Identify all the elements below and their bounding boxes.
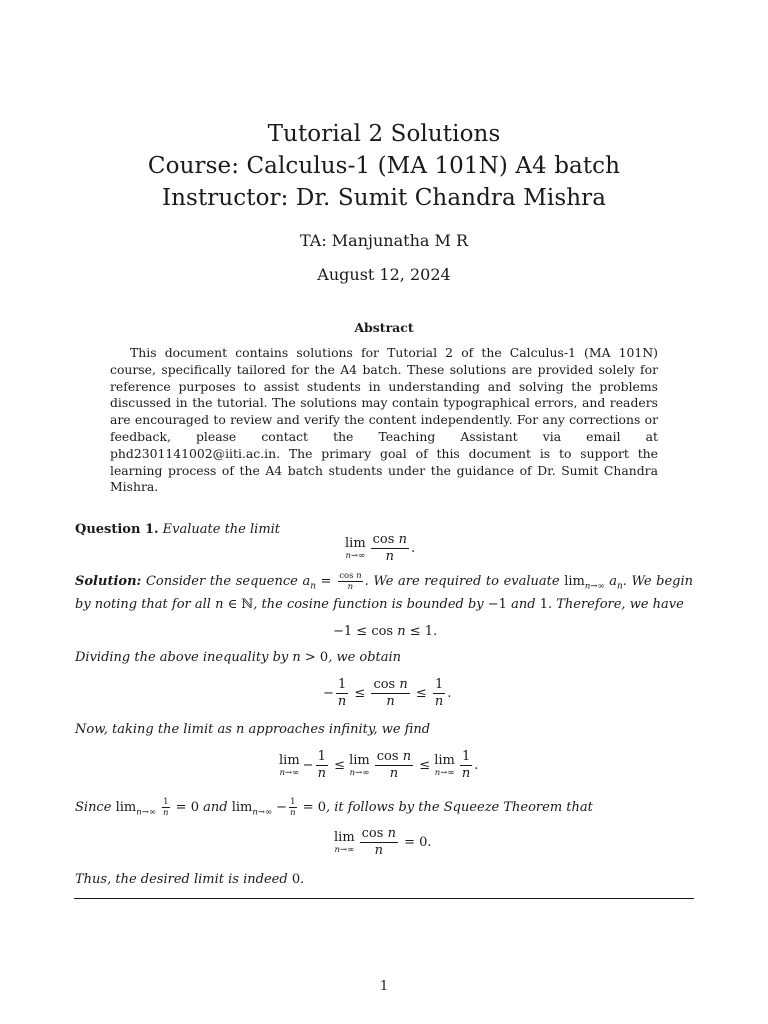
abstract-heading: Abstract [354,320,414,335]
since-text: Since [75,800,112,815]
equation-limit-display: lim n→∞ $\frac{\text{cos n}}{n}$ . [345,532,416,564]
divide-sentence: Dividing the above inequality by n > 0, we obtain [75,650,402,665]
section-divider [74,898,694,899]
question-1-heading [75,522,280,537]
equation-divided-bound: − $\frac{1}{n}$ ≤ $\frac{\text{cos n}}{n}$ ≤ $\frac{1}{n}$ . [323,677,452,709]
ta-name: TA: Manjunatha M R [299,231,469,250]
solution-text: We are required to evaluate [373,574,560,589]
squeeze-sentence: Since $\lim_{n\to\infty}$ $\frac{1}{n}$ = 0 and $\lim_{n\to\infty}$ − $\frac{1}{n}$ = 0, it follows by the Squeeze Theorem that [75,797,593,818]
limit-sentence: Now, taking the limit as n approaches infinity, we find [75,722,431,737]
solution-text: Consider the sequence [145,574,298,589]
question-prompt: Evaluate the limit [162,522,281,537]
divide-text: Dividing the above inequality by [75,650,289,665]
since-text: , it follows by the Squeeze Theorem that [326,800,593,815]
equation-final-limit: lim n→∞ $\frac{\text{cos n}}{n}$ = 0. [334,826,432,858]
abstract-body: This document contains solutions for Tutorial 2 of the Calculus-1 (MA 101N) course, specifically tailored for the A4 batch. These solutions are provided solely for reference purposes to assist students in understanding and solving the problems discussed in the tutorial. The solutions may contain typographical errors, and readers are encouraged to review and verify the content independently. For any corrections or feedback, please contact the Teaching Assistant via email at phd2301141002@iiti.ac.in. The primary goal of this document is to support the learning process of the A4 batch students under the guidance of Dr. Sumit Chandra Mishra. [110,345,658,495]
course-line: Course: Calculus-1 (MA 101N) A4 batch [147,153,621,179]
limit-text: approaches infinity, we find [248,722,431,737]
solution-paragraph: Solution: Consider the sequence $a_n$ = $\frac{\text{cos n}}{n}$ . We are required to evaluate $\lim_{n\to\infty} a_n$. We begin by noting that for all n ∈ ℕ, the cosine function is bounded by −1 and 1. Therefore, we have [75,571,694,612]
divide-text: , we obtain [328,650,402,665]
solution-text: . Therefore, we have [547,596,684,612]
title-line: Tutorial 2 Solutions [267,121,501,147]
instructor-line: Instructor: Dr. Sumit Chandra Mishra [161,185,607,211]
equation-bound: −1 ≤ cos n ≤ 1. [333,624,438,639]
page-number: 1 [379,979,389,994]
solution-text: and [511,596,536,612]
conclusion-sentence [75,872,304,887]
equation-limit-bounds: lim n→∞ − $\frac{1}{n}$ ≤ lim n→∞ $\frac{\text{cos n}}{n}$ ≤ lim n→∞ $\frac{1}{n}$ . [279,749,479,781]
document-date: August 12, 2024 [317,265,451,284]
solution-label: Solution: [75,574,142,589]
conclusion-value: 0. [291,872,305,887]
limit-text: Now, taking the limit as [75,722,232,737]
solution-text: , the cosine function is bounded by [253,596,484,612]
conclusion-text: Thus, the desired limit is indeed [75,872,288,887]
document-title [0,118,768,214]
since-text: and [203,800,228,815]
solution-text: We begin by noting that for all [75,574,694,612]
question-label: Question 1. [75,522,159,537]
